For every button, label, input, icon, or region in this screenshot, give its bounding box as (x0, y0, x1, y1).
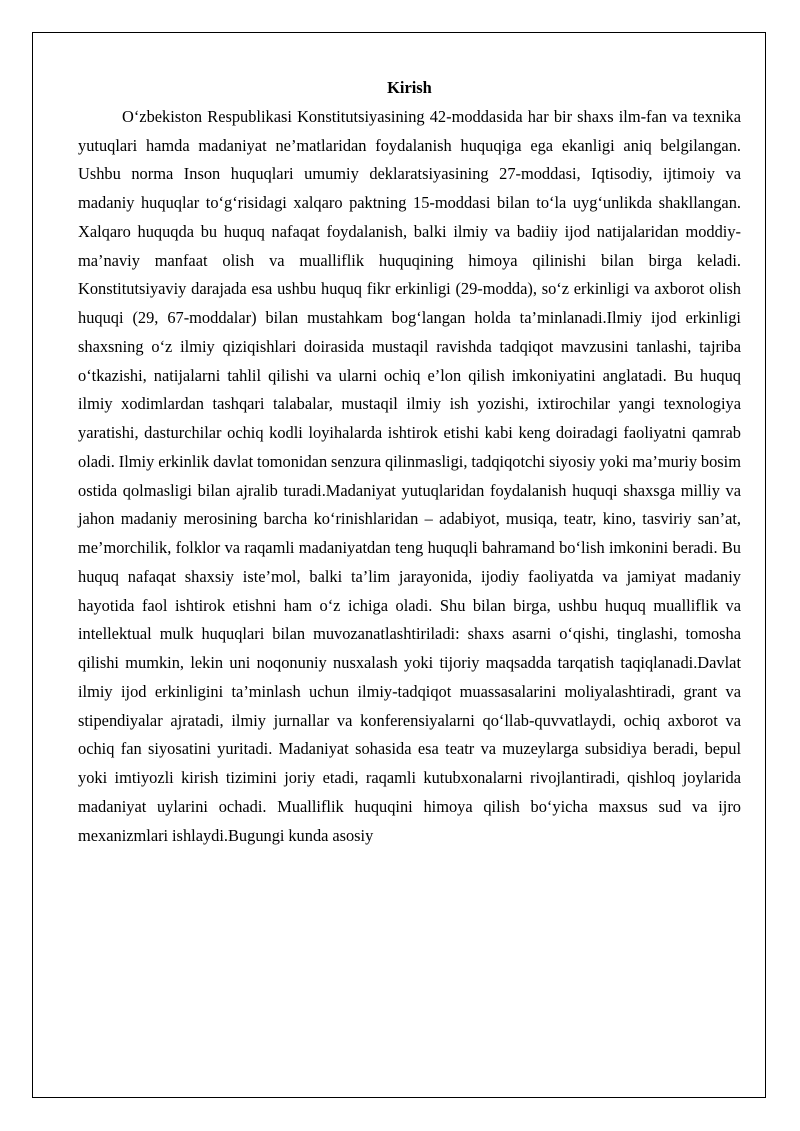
document-title: Kirish (387, 78, 432, 97)
document-content (78, 74, 741, 850)
body-paragraph: O‘zbekiston Respublikasi Konstitutsiyasining 42-moddasida har bir shaxs ilm-fan va texnika yutuqlari hamda madaniyat ne’matlaridan foydalanish huquqiga ega ekanligi aniq belgilangan. Ushbu norma Inson huquqlari umumiy deklaratsiyasining 27-moddasi, Iqtisodiy, ijtimoiy va madaniy huquqlar to‘g‘risidagi xalqaro paktning 15-moddasi bilan to‘la uyg‘unlikda shakllangan. Xalqaro huquqda bu huquq nafaqat foydalanish, balki ilmiy va badiiy ijod natijalaridan moddiy-ma’naviy manfaat olish va mualliflik huquqining himoya qilinishi bilan birga keladi. Konstitutsiyaviy darajada esa ushbu huquq fikr erkinligi (29-modda), so‘z erkinligi va axborot olish huquqi (29, 67-moddalar) bilan mustahkam bog‘langan holda ta’minlanadi.Ilmiy ijod erkinligi shaxsning o‘z ilmiy qiziqishlari doirasida mustaqil ravishda tadqiqot mavzusini tanlashi, tajriba o‘tkazishi, natijalarni tahlil qilishi va ularni ochiq e’lon qilish imkoniyatini anglatadi. Bu huquq ilmiy xodimlardan tashqari talabalar, mustaqil ilmiy ish yozishi, ixtirochilar yangi texnologiya yaratishi, dasturchilar ochiq kodli loyihalarda ishtirok etishi kabi keng doiradagi faoliyatni qamrab oladi. Ilmiy erkinlik davlat tomonidan senzura qilinmasligi, tadqiqotchi siyosiy yoki ma’muriy bosim ostida qolmasligi bilan ajralib turadi.Madaniyat yutuqlaridan foydalanish huquqi shaxsga milliy va jahon madaniy merosining barcha ko‘rinishlaridan – adabiyot, musiqa, teatr, kino, tasviriy san’at, me’morchilik, folklor va raqamli madaniyatdan teng huquqli bahramand bo‘lish imkonini beradi. Bu huquq nafaqat shaxsiy iste’mol, balki ta’lim jarayonida, ijodiy faoliyatda va jamiyat madaniy hayotida faol ishtirok etishni ham o‘z ichiga oladi. Shu bilan birga, ushbu huquq mualliflik va intellektual mulk huquqlari bilan muvozanatlashtiriladi: shaxs asarni o‘qishi, tinglashi, tomosha qilishi mumkin, lekin uni noqonuniy nusxalash yoki tijoriy maqsadda tarqatish taqiqlanadi.Davlat ilmiy ijod erkinligini ta’minlash uchun ilmiy-tadqiqot muassasalarini moliyalashtiradi, grant va stipendiyalar ajratadi, ilmiy jurnallar va konferensiyalarni qo‘llab-quvvatlaydi, ochiq axborot va ochiq fan siyosatini yuritadi. Madaniyat sohasida esa teatr va muzeylarga subsidiya beradi, bepul yoki imtiyozli kirish tizimini joriy etadi, raqamli kutubxonalarni rivojlantiradi, qishloq joylarida madaniyat uylarini ochadi. Mualliflik huquqini himoya qilish bo‘yicha maxsus sud va ijro mexanizmlari ishlaydi.Bugungi kunda asosiy (78, 106, 741, 845)
